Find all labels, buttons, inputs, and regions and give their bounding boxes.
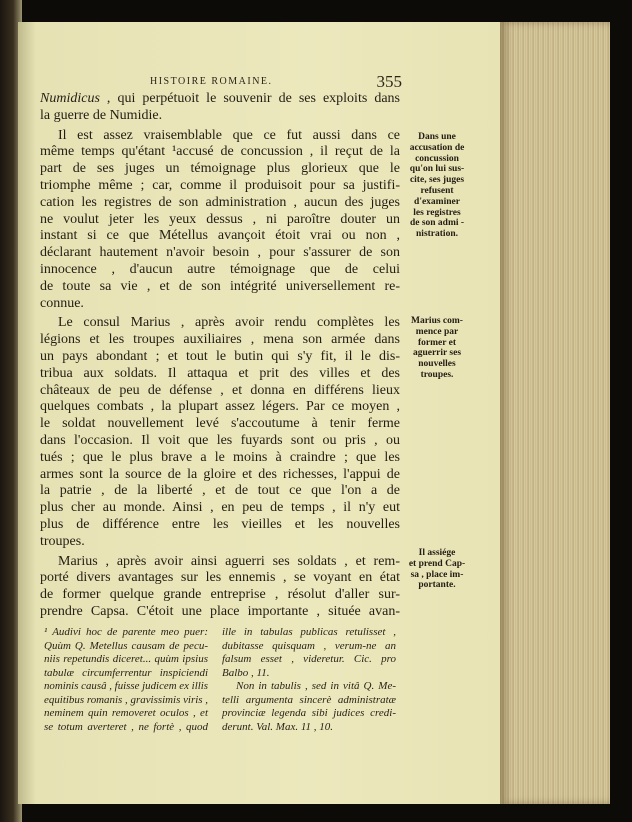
margin-note-line: troupes. [420, 369, 454, 380]
footnote-line: ille in tabulas publicas retulisset , [222, 626, 396, 638]
text-line: part de ses juges un témoignage plus glorieux que le [40, 161, 400, 177]
footnote-line: niis repetundis diceret... quùm ipsius [44, 653, 208, 665]
page-number: 355 [376, 72, 402, 91]
footnote-line: Quùm Q. Metellus causam de pecu- [44, 639, 208, 652]
text-line: un pays abondant ; et tout le butin qui s'y fit, il le dis- [40, 348, 400, 364]
text-line: légions et les troupes auxiliaires , mena son armée dans [40, 332, 400, 348]
margin-note-line: aguerrir ses [412, 348, 462, 359]
margin-note-2 [402, 316, 472, 381]
footnote-line: derunt. Val. Max. 11 , 10. [222, 720, 334, 733]
running-title: HISTOIRE ROMAINE. [150, 76, 273, 87]
text-line: Le consul Marius , après avoir rendu complètes les [58, 315, 400, 331]
text-line: troupes. [40, 533, 85, 549]
margin-note-line: cite, ses juges [409, 175, 465, 186]
text-line: armes sont la source de la gloire et des richesses, l'appui de [40, 466, 400, 482]
footnote-line: falsum esset , videretur. Cic. pro [222, 653, 396, 665]
text-line: innocence , d'aucun autre témoignage que de celui [40, 261, 400, 277]
footnote-line: Balbo , 11. [222, 666, 270, 679]
footnote-right-column [222, 626, 396, 734]
text-line: même temps qu'étant ¹accusé de concussion , il reçut de la [40, 144, 400, 160]
footnote-line: se totum averteret , ne fortè , quod [44, 720, 208, 733]
margin-note-line: former et [417, 337, 457, 348]
footnote-line: nominis causâ , fuisse judicem ex illis [44, 680, 208, 692]
margin-note-line: sa , place im- [410, 569, 464, 580]
footnote-line: provinciæ legenda sibi judices credi- [222, 707, 396, 719]
text-line: plus de différence entre les vieilles et les nouvelles [40, 516, 400, 532]
body-text [40, 91, 400, 621]
margin-note-line: et prend Cap- [408, 558, 466, 569]
text-line: déclarant hautement n'avoir besoin , pour s'assurer de son [40, 245, 400, 261]
text-line: Marius , après avoir ainsi aguerri ses soldats , et rem- [58, 553, 400, 569]
text-line: porté divers avantages sur les ennemis , se voyant en état [40, 570, 400, 586]
text-line: tribua aux soldats. Il attaqua et prit des villes et des [40, 365, 400, 381]
margin-note-1 [402, 132, 472, 240]
margin-note-line: qu'on lui sus- [409, 164, 465, 175]
margin-note-line: concussion [415, 153, 459, 164]
margin-note-line: Marius com- [411, 316, 463, 326]
text-line: instant si ce que Métellus avançoit étoit vrai ou non , [40, 228, 400, 244]
footnote-line: ¹ Audivi hoc de parente meo puer: [44, 626, 208, 638]
margin-note-line: mence par [415, 326, 459, 337]
text-line: de toute sa vie , et de son intégrité universellement re- [40, 278, 400, 294]
footnote-line: dubitasse quisquam , verum-ne an [222, 639, 396, 652]
margin-note-line: d'examiner [414, 196, 460, 207]
text-line: ne voulut jeter les yeux dessus , ni paroître douter un [40, 211, 400, 227]
page-edges [500, 22, 610, 804]
footnote-line: Non in tabulis , sed in vitâ Q. Me- [236, 680, 396, 692]
footnote-line: telli argumenta sincerè administratæ [222, 693, 396, 706]
text-line: triomphe même ; car, comme il produisoit pour sa justifi- [40, 177, 400, 193]
margin-note-line: Il assiége [418, 548, 456, 558]
margin-note-line: nouvelles [418, 359, 456, 370]
margin-note-line: nistration. [416, 229, 458, 240]
text-line: tués ; que le plus brave a le moins à craindre ; que les [40, 449, 400, 465]
text-line: connue. [40, 295, 84, 311]
margin-note-line: accusation de [409, 142, 465, 153]
footnote-line: equitibus romanis , gravissimis viris , [44, 693, 208, 706]
margin-note-line: les registres [413, 207, 461, 218]
text-line: Numidicus , qui perpétuoit le souvenir de ses exploits dans [40, 91, 400, 106]
margin-note-3 [402, 548, 472, 591]
text-line: cation les registres de son administration , aucun des juges [40, 194, 400, 210]
text-line: le soldat nouvellement levé s'accoutume à tenir ferme [40, 416, 400, 432]
footnote-line: tabulæ circumferrentur inspiciendi [44, 666, 208, 679]
footnote-left-column [44, 626, 208, 734]
text-line: la patrie , de la liberté , et de tout ce que l'on a de [40, 483, 400, 499]
text-line: la guerre de Numidie. [40, 107, 163, 123]
margin-note-line: de son admi - [409, 218, 465, 229]
text-line: châteaux de peu de défense , et donna en différens lieux [40, 382, 400, 398]
margin-note-line: portante. [418, 580, 456, 591]
running-header [40, 72, 402, 90]
margin-note-line: refusent [420, 185, 454, 196]
text-line: prendre Capsa. C'étoit une place importante , située avan- [40, 603, 400, 619]
margin-note-line: Dans une [418, 132, 456, 142]
footnote-line: neminem quin removeret oculos , et [44, 707, 208, 719]
text-line: quelques combats , la plupart assez légers. Par ce moyen , [40, 399, 400, 415]
text-line: dans l'occasion. Il voit que les fuyards sont ou pris , ou [40, 432, 400, 448]
text-line: Il est assez vraisemblable que ce fut aussi dans ce [58, 127, 400, 143]
text-line: plus cher au monde. Ainsi , en peu de temps , il n'y eut [40, 500, 400, 516]
text-line: de former quelque grande entreprise , résolut d'aller sur- [40, 587, 400, 603]
